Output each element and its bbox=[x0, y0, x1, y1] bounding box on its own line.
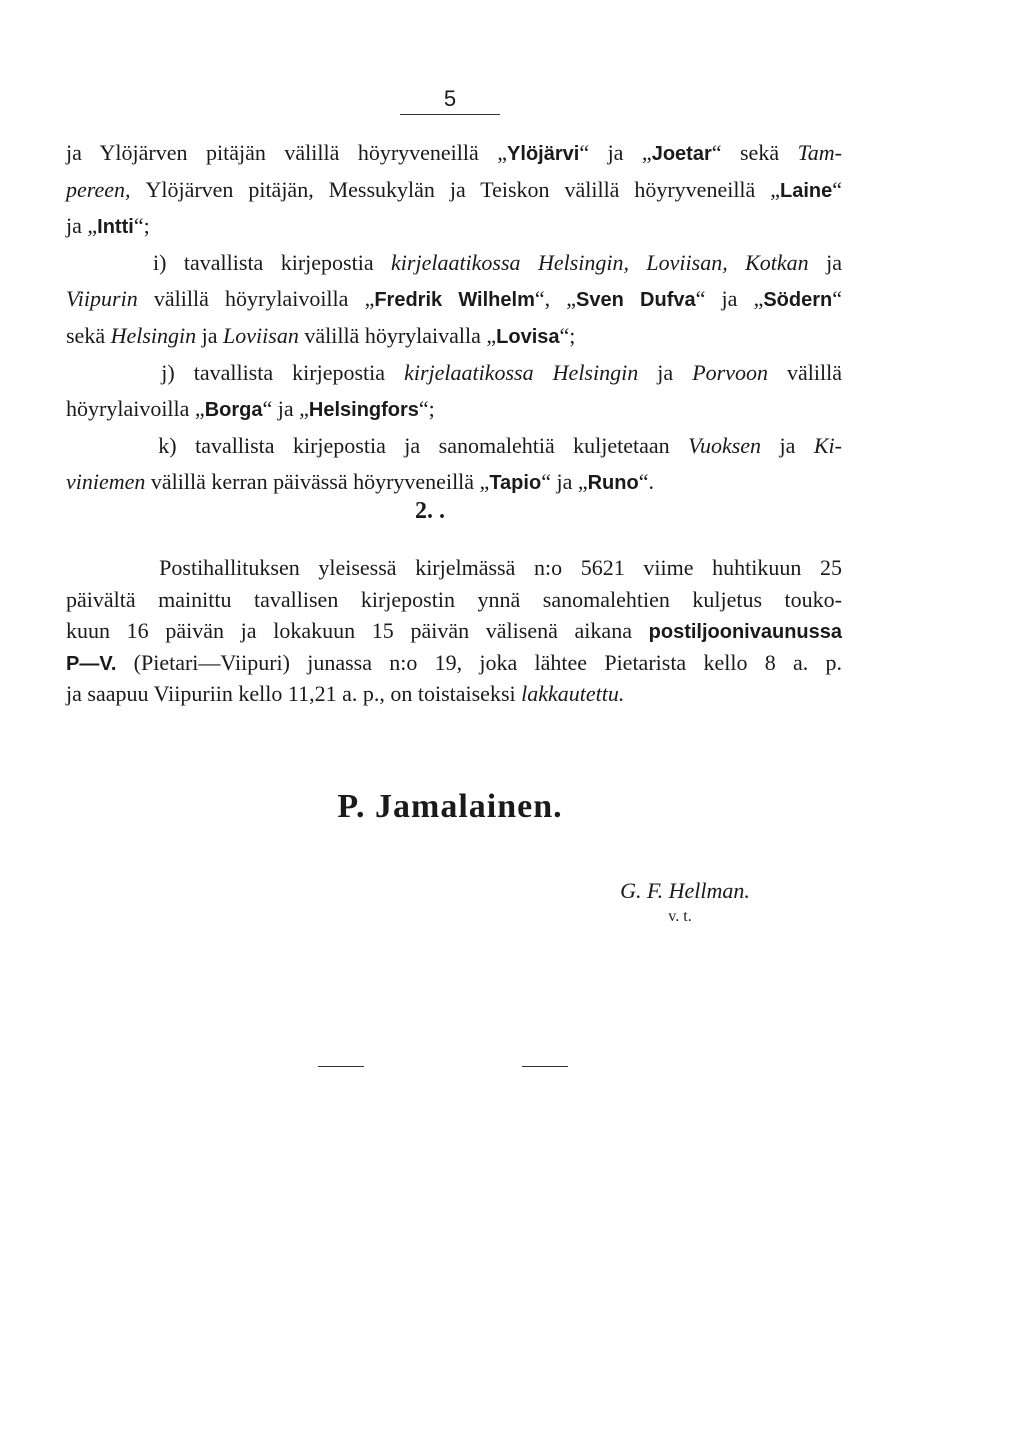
text-line: i) tavallista kirjepostia kirjelaatikossa Helsingin, Loviisan, Kotkan ja bbox=[66, 249, 842, 275]
section-2-number: 2. . bbox=[415, 498, 445, 524]
signature-main: P. Jamalainen. bbox=[337, 788, 563, 825]
closing-rule-right bbox=[522, 1066, 568, 1067]
text-line: kuun 16 päivän ja lokakuun 15 päivän välisenä aikana postiljoonivaunussa bbox=[66, 618, 842, 643]
text-line: Postihallituksen yleisessä kirjelmässä n:o 5621 viime huhtikuun 25 bbox=[66, 555, 842, 580]
closing-rule-left bbox=[318, 1066, 364, 1067]
text-line: P—V. (Pietari—Viipuri) junassa n:o 19, joka lähtee Pietarista kello 8 a. p. bbox=[66, 649, 842, 675]
text-line: j) tavallista kirjepostia kirjelaatikossa Helsingin ja Porvoon välillä bbox=[66, 359, 842, 385]
text-line: ja saapuu Viipuriin kello 11,21 a. p., on toistaiseksi lakkautettu. bbox=[66, 681, 625, 706]
signature-second-title: v. t. bbox=[668, 908, 692, 925]
text-line: pereen, Ylöjärven pitäjän, Messukylän ja Teiskon välillä höyryveneillä „Laine“ bbox=[66, 176, 842, 202]
text-line: ja „Intti“; bbox=[66, 213, 150, 239]
text-line: viniemen välillä kerran päivässä höyryveneillä „Tapio“ ja „Runo“. bbox=[66, 469, 654, 495]
text-line: sekä Helsingin ja Loviisan välillä höyrylaivalla „Lovisa“; bbox=[66, 323, 576, 348]
signature-second: G. F. Hellman. bbox=[620, 878, 750, 903]
text-line: päivältä mainittu tavallisen kirjepostin ynnä sanomalehtien kuljetus touko- bbox=[66, 586, 842, 612]
text-line: ja Ylöjärven pitäjän välillä höyryveneillä „Ylöjärvi“ ja „Joetar“ sekä Tam- bbox=[66, 140, 843, 165]
text-line: k) tavallista kirjepostia ja sanomalehtiä kuljetetaan Vuoksen ja Ki- bbox=[66, 432, 842, 458]
text-line: höyrylaivoilla „Borga“ ja „Helsingfors“; bbox=[66, 396, 435, 422]
text-line: Viipurin välillä höyrylaivoilla „Fredrik Wilhelm“, „Sven Dufva“ ja „Södern“ bbox=[66, 286, 843, 312]
page-number: 5 bbox=[400, 86, 500, 115]
